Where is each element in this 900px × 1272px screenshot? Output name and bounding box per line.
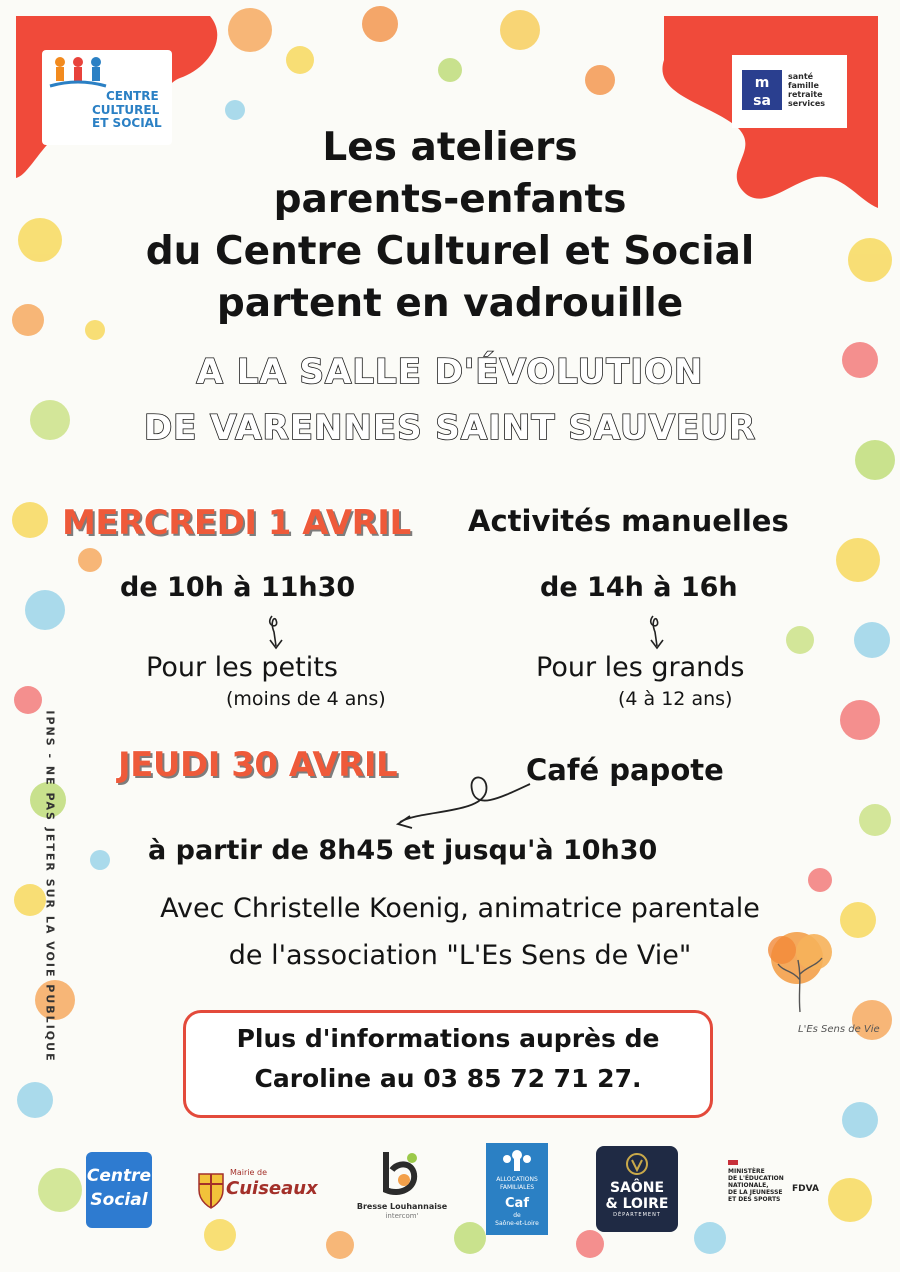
ministere-line: DE LA JEUNESSE — [728, 1189, 783, 1196]
info-line-1: Plus d'informations auprès de — [236, 1024, 660, 1053]
tree-logo-icon — [752, 920, 852, 1020]
event2-activity: Café papote — [526, 753, 724, 787]
msa-logo — [732, 55, 847, 128]
ministere-line: ET DES SPORTS — [728, 1196, 781, 1203]
caf-line: de — [513, 1212, 521, 1219]
curved-arrow-icon — [380, 770, 540, 840]
cuiseaux-small: Mairie de — [230, 1168, 268, 1177]
bresse-louhannaise-logo — [352, 1148, 452, 1228]
centre-social-line: Centre — [86, 1166, 152, 1186]
title-line: Les ateliers — [322, 125, 578, 170]
ministere-line: DE L'ÉDUCATION — [728, 1175, 784, 1182]
venue-line-2: DE VARENNES SAINT SAUVEUR — [143, 408, 757, 448]
msa-letters-icon — [742, 70, 782, 110]
msa-line: retraite — [788, 90, 823, 99]
centre-social-line: Social — [90, 1190, 148, 1210]
people-tree-icon — [497, 1147, 537, 1173]
org-name-line: CENTRE — [106, 89, 159, 103]
caf-line: Saône-et-Loire — [495, 1220, 539, 1227]
centre-social-logo — [86, 1152, 152, 1228]
msa-line: santé — [788, 72, 814, 81]
event1-day: MERCREDI 1 AVRIL — [62, 503, 411, 543]
ministere-line: MINISTÈRE — [728, 1168, 765, 1175]
curly-arrow-down-icon — [262, 612, 292, 652]
venue-line-1: A LA SALLE D'ÉVOLUTION — [196, 352, 704, 392]
event1-activity: Activités manuelles — [468, 504, 789, 538]
msa-line: famille — [788, 81, 819, 90]
saone-line: & LOIRE — [605, 1196, 669, 1212]
host-line-1: Avec Christelle Koenig, animatrice parentale — [160, 893, 760, 924]
cuiseaux-name: Cuiseaux — [226, 1178, 318, 1199]
caf-line: ALLOCATIONS — [496, 1176, 538, 1183]
msa-line: services — [788, 99, 826, 108]
title-line: du Centre Culturel et Social — [145, 229, 755, 274]
event2-day: JEUDI 30 AVRIL — [118, 745, 398, 785]
event1-right-audience: Pour les grands — [536, 652, 745, 683]
event2-time: à partir de 8h45 et jusqu'à 10h30 — [148, 835, 658, 866]
title-line: partent en vadrouille — [216, 281, 684, 326]
event1-left-time: de 10h à 11h30 — [120, 572, 356, 603]
event1-left-age: (moins de 4 ans) — [226, 688, 386, 710]
saone-et-loire-logo — [596, 1146, 678, 1232]
curly-arrow-down-icon — [643, 612, 673, 652]
bresse-line: Bresse Louhannaise — [356, 1202, 448, 1211]
coat-of-arms-icon — [196, 1170, 226, 1210]
side-note: IPNS - NE PAS JETER SUR LA VOIE PUBLIQUE — [43, 710, 57, 1063]
saone-line: SAÔNE — [609, 1180, 665, 1196]
title-line: parents-enfants — [273, 177, 627, 222]
caf-logo — [486, 1143, 548, 1235]
svg-text:sa: sa — [753, 93, 771, 109]
tree-caption: L'Es Sens de Vie — [798, 1024, 880, 1035]
fdva-label: FDVA — [792, 1184, 819, 1194]
event1-right-age: (4 à 12 ans) — [618, 688, 733, 710]
org-name-line: CULTUREL — [92, 103, 160, 117]
page-title — [60, 122, 840, 330]
bresse-b-icon — [374, 1148, 424, 1198]
cuiseaux-logo — [196, 1160, 318, 1230]
ministere-line: NATIONALE, — [728, 1182, 769, 1189]
info-line-2: Caroline au 03 85 72 71 27. — [254, 1064, 642, 1093]
saone-emblem-icon — [624, 1152, 650, 1176]
caf-line: FAMILIALES — [499, 1184, 535, 1191]
saone-line: DÉPARTEMENT — [613, 1212, 661, 1218]
people-icon — [48, 56, 108, 92]
ministere-logo — [728, 1160, 838, 1230]
org-name-line: ET SOCIAL — [92, 116, 162, 130]
event1-left-audience: Pour les petits — [146, 652, 338, 683]
marianne-mark — [728, 1160, 738, 1165]
bresse-line: intercom' — [385, 1212, 419, 1220]
host-line-2: de l'association "L'Es Sens de Vie" — [228, 940, 692, 971]
caf-line: Caf — [505, 1196, 529, 1211]
svg-text:m: m — [754, 75, 770, 91]
event1-right-time: de 14h à 16h — [540, 572, 738, 603]
